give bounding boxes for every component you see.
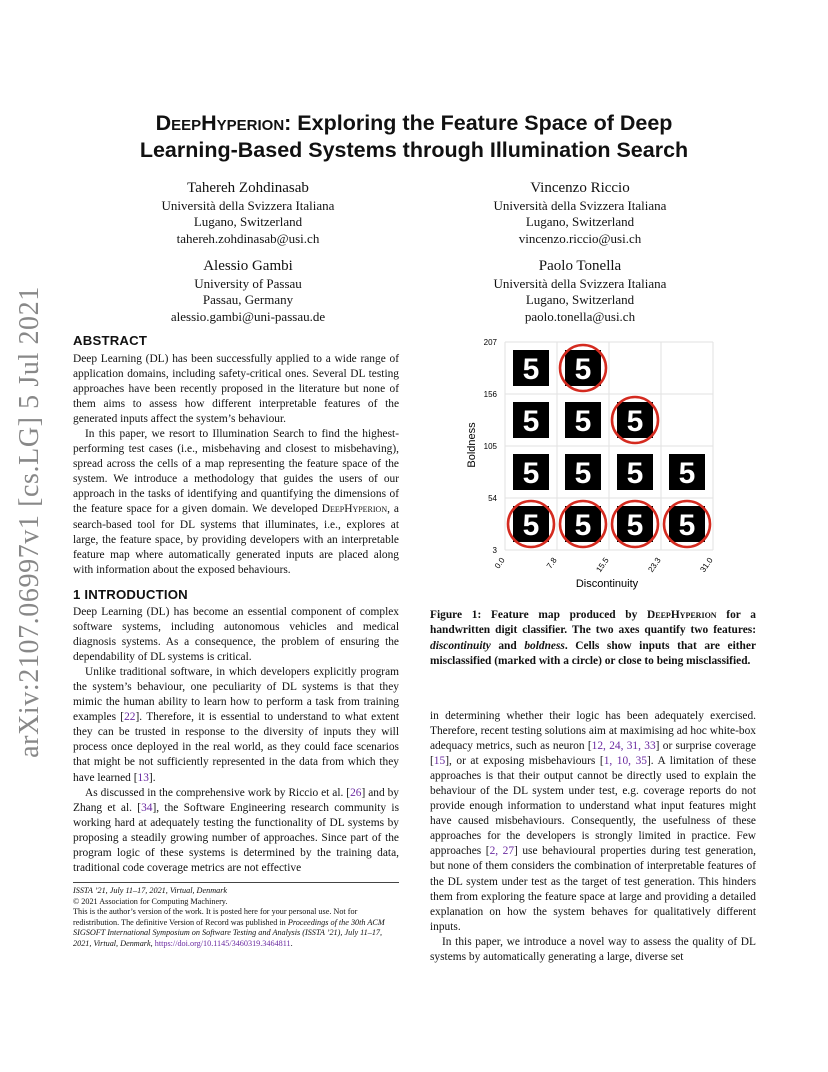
- copyright-footnote: [73, 882, 399, 950]
- y-tick-label: 105: [483, 442, 497, 451]
- intro-paragraph: Deep Learning (DL) has become an essential component of complex software systems, including autonomous vehicles and medical diagnosis systems. As a consequence, the problem of ensuring the dependability of DL systems is critical.: [73, 606, 399, 664]
- map-cell: [560, 345, 606, 391]
- body-paragraph: [430, 709, 756, 935]
- title-line2: Learning-Based Systems through Illumination Search: [139, 138, 689, 162]
- text-run: ] or surprise coverage [: [430, 740, 756, 768]
- x-tick-label: 0.0: [492, 555, 507, 571]
- digit-glyph: 5: [626, 405, 644, 438]
- map-cell: [612, 501, 658, 547]
- author-email: paolo.tonella@usi.ch: [524, 308, 636, 324]
- text-run: boldness: [524, 639, 565, 652]
- map-cell: [617, 454, 653, 490]
- author-name: Tahereh Zohdinasab: [187, 180, 309, 196]
- introduction-heading: 1 INTRODUCTION: [73, 587, 188, 602]
- text-run: Figure 1: Feature map produced by: [430, 609, 648, 621]
- body-paragraph: In this paper, we introduce a novel way to assess the quality of DL systems by automatically generating a large, diverse set: [430, 935, 756, 963]
- digit-glyph: 5: [522, 405, 540, 438]
- footnote-copyright: © 2021 Association for Computing Machinery.: [73, 896, 228, 906]
- map-cell: [508, 501, 554, 547]
- digit-glyph: 5: [678, 509, 696, 542]
- author-email: alessio.gambi@uni-passau.de: [170, 308, 326, 324]
- title-line1: : Exploring the Feature Space of Deep: [284, 111, 673, 135]
- citation-link[interactable]: 13: [137, 771, 149, 784]
- y-axis-label: Boldness: [466, 422, 478, 468]
- intro-paragraph: [73, 665, 399, 785]
- citation-link[interactable]: 1, 10, 35: [603, 755, 647, 768]
- digit-glyph: 5: [522, 509, 540, 542]
- author-block: [98, 256, 398, 325]
- text-run: ].: [148, 771, 156, 784]
- map-cell: [513, 350, 549, 386]
- digit-glyph: 5: [574, 405, 592, 438]
- x-axis-label: Discontinuity: [575, 578, 639, 590]
- author-block: [98, 178, 398, 247]
- text-run: Proceedings of the 30th ACM SIGSOFT International Symposium on Software Testing and Analysis (ISSTA ’21), July 11–17, 2021, Virtual, Denmark: [73, 917, 385, 948]
- intro-paragraph: [73, 786, 399, 876]
- text-run: discontinuity: [430, 639, 491, 652]
- text-run: Unlike traditional software, in which developers explicitly program the system’s behaviour, one peculiarity of DL systems is that they mimic the human ability to learn how to perform a task from training examples [: [73, 666, 399, 724]
- digit-glyph: 5: [574, 457, 592, 490]
- citation-link[interactable]: 26: [350, 786, 362, 799]
- author-location: Lugano, Switzerland: [193, 214, 303, 230]
- citation-link[interactable]: 22: [124, 711, 136, 724]
- y-tick-label: 207: [483, 338, 497, 347]
- introduction-body: [73, 605, 399, 876]
- author-name: Alessio Gambi: [203, 258, 293, 274]
- feature-map-figure: [455, 332, 745, 594]
- citation-link[interactable]: 34: [141, 801, 153, 814]
- author-location: Lugano, Switzerland: [525, 292, 635, 308]
- map-cell: [560, 501, 606, 547]
- author-name: Vincenzo Riccio: [530, 180, 630, 196]
- citation-link[interactable]: 15: [433, 755, 446, 768]
- author-email: vincenzo.riccio@usi.ch: [518, 230, 642, 246]
- abstract-paragraph: Deep Learning (DL) has been successfully applied to a wide range of application domains, including safety-critical ones. Several DL testing approaches have been recently proposed in the literature but none of them aims to assess how different interpretable features of the generated inputs affect the system’s behaviour.: [73, 353, 399, 426]
- digit-glyph: 5: [574, 353, 592, 386]
- digit-glyph: 5: [626, 457, 644, 490]
- map-cell: [513, 402, 549, 438]
- paper-title: [60, 110, 768, 164]
- tool-name: DeepHyperion: [647, 609, 717, 621]
- arxiv-identifier: arXiv:2107.06997v1 [cs.LG] 5 Jul 2021: [14, 286, 45, 758]
- author-affiliation: Università della Svizzera Italiana: [493, 198, 667, 213]
- abstract-body: [73, 352, 399, 578]
- map-cell: [565, 402, 601, 438]
- footnote-notice: [73, 907, 399, 949]
- digit-glyph: 5: [574, 509, 592, 542]
- text-run: ,: [150, 938, 155, 948]
- map-cell: [612, 397, 658, 443]
- citation-link[interactable]: 12, 24, 31, 33: [591, 740, 656, 753]
- figure-caption: [430, 608, 756, 669]
- author-block: [430, 178, 730, 247]
- y-tick-label: 156: [483, 390, 497, 399]
- abstract-heading: ABSTRACT: [73, 333, 148, 348]
- text-run: ]. A limitation of these approaches is that their output cannot be directly used to explain the behaviour of the DL system under test, e.g. coverage reports do not provide enough information to understand what input features might have caused misbehaviours. Consequently, the usefulness of these approaches for the developers is strongly limited in practice. Few approaches [: [430, 755, 757, 858]
- right-column-body: [430, 709, 756, 965]
- y-tick-label: 54: [488, 494, 497, 503]
- text-run: .: [290, 938, 293, 948]
- author-block: [430, 256, 730, 325]
- digit-glyph: 5: [522, 353, 540, 386]
- x-tick-label: 23.3: [646, 555, 663, 574]
- map-cell: [565, 454, 601, 490]
- x-tick-label: 15.5: [594, 555, 611, 574]
- footnote-divider: [73, 882, 399, 883]
- text-run: As discussed in the comprehensive work by Riccio et al. [: [85, 786, 351, 799]
- author-affiliation: Università della Svizzera Italiana: [493, 276, 667, 291]
- text-run: This is the author’s version of the work. It is posted here for your personal use. Not for redistribution. The definitive Version of Record was published in: [73, 907, 358, 927]
- y-tick-label: 3: [492, 546, 497, 555]
- author-name: Paolo Tonella: [538, 258, 622, 274]
- text-run: In this paper, we resort to Illumination Search to find the highest-performing test cases (i.e., misbehaving and closest to misbehaving), spread across the cells of a map representing the feature space of the system. We introduce a methodology that guides the users of our approach in the tasks of identifying and quantifying the dimensions of the feature space for a given domain. We developed: [73, 428, 399, 516]
- doi-link[interactable]: https://doi.org/10.1145/3460319.3464811: [154, 938, 291, 948]
- author-email: tahereh.zohdinasab@usi.ch: [176, 230, 320, 246]
- x-tick-label: 7.8: [544, 555, 559, 571]
- author-affiliation: Università della Svizzera Italiana: [161, 198, 335, 213]
- text-run: ] use behavioural properties during test generation, but none of them considers the combination of interpretable features of the DL system under test as the target of test generation. This hinders them from exploring the feature space at large and providing a detailed explanation on how the system behaves for qualitatively different inputs.: [430, 845, 756, 933]
- map-cell: [513, 454, 549, 490]
- text-run: ], or at exposing misbehaviours [: [445, 755, 604, 768]
- footnote-venue: ISSTA ’21, July 11–17, 2021, Virtual, Denmark: [73, 886, 228, 895]
- text-run: ]. Therefore, it is essential to understand to what extent they can be trusted in response to the diversity of inputs they will process once deployed in the real world, as they could face scenarios that might be not sufficiently represented in the data from which they have learned [: [73, 711, 399, 784]
- text-run: ], the Software Engineering research community is working hard at adequately testing the functionality of DL systems by proposing a steadily growing number of approaches. Since part of the program logic of these systems is determined by the training data, traditional code coverage metrics are not effective: [73, 801, 399, 874]
- text-run: and: [490, 639, 525, 652]
- digit-glyph: 5: [626, 509, 644, 542]
- title-tool-name: DeepHyperion: [155, 111, 285, 135]
- tool-name: DeepHyperion: [321, 503, 388, 516]
- map-cell: [669, 454, 705, 490]
- text-run: in determining whether their logic has been adequately exercised. Therefore, recent testing solutions aim at maximising ad hoc white-box adequacy metrics, such as neuron [: [430, 710, 756, 753]
- digit-glyph: 5: [522, 457, 540, 490]
- text-run: , a search-based tool for DL systems that illuminates, i.e., explores at large, the feature space, by providing developers with an interpretable feature map where automatically generated inputs are placed along with information about the exposed behaviours.: [73, 503, 399, 576]
- text-run: ] and by Zhang et al. [: [73, 786, 399, 814]
- author-location: Passau, Germany: [202, 292, 294, 308]
- citation-link[interactable]: 2, 27: [489, 845, 515, 858]
- text-run: for a handwritten digit classifier. The two axes quantify two features:: [430, 609, 757, 637]
- abstract-paragraph: [73, 427, 399, 577]
- author-location: Lugano, Switzerland: [525, 214, 635, 230]
- x-tick-label: 31.0: [698, 555, 715, 574]
- digit-glyph: 5: [678, 457, 696, 490]
- text-run: . Cells show inputs that are either misclassified (marked with a circle) or close to being misclassified.: [430, 639, 756, 667]
- map-cell: [664, 501, 710, 547]
- author-affiliation: University of Passau: [194, 276, 302, 291]
